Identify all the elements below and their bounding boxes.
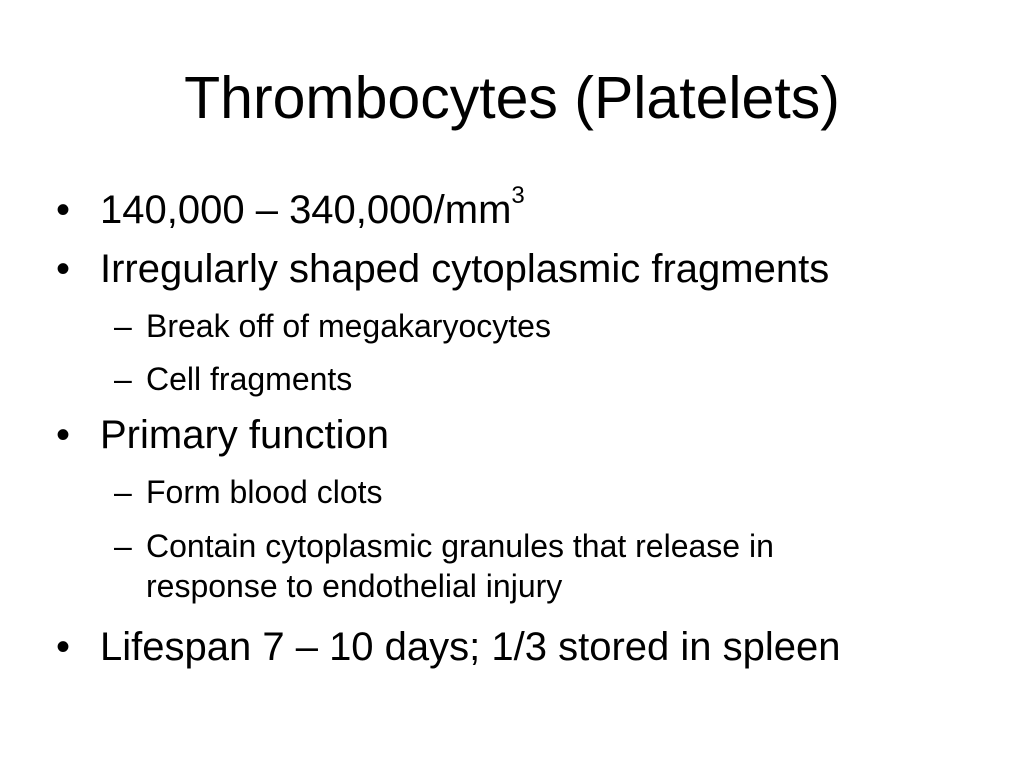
bullet-item (56, 411, 389, 459)
bullet-glyph: • (56, 188, 71, 232)
bullet-glyph: • (56, 247, 71, 291)
bullet-text: Lifespan 7 – 10 days; 1/3 stored in spleen (100, 625, 841, 669)
sub-bullet-item (114, 306, 551, 346)
slide-title: Thrombocytes (Platelets) (184, 65, 840, 131)
bullet-text: Irregularly shaped cytoplasmic fragments (100, 247, 830, 291)
bullet-text: Primary function (100, 413, 389, 457)
bullet-item (56, 245, 830, 293)
sub-bullet-text: Form blood clots (146, 474, 383, 510)
sub-bullet-item (114, 359, 353, 399)
dash-glyph: – (114, 361, 132, 397)
dash-glyph: – (114, 474, 132, 510)
superscript: 3 (511, 181, 525, 209)
sub-bullet-item (114, 526, 774, 606)
dash-glyph: – (114, 528, 132, 564)
bullet-glyph: • (56, 625, 71, 669)
bullet-item (56, 623, 841, 671)
sub-bullet-text-line-1: Contain cytoplasmic granules that release in (146, 528, 774, 564)
bullet-glyph: • (56, 413, 71, 457)
bullet-item (56, 181, 525, 234)
dash-glyph: – (114, 308, 132, 344)
bullet-text: 140,000 – 340,000/mm (100, 188, 512, 232)
sub-bullet-item (114, 472, 383, 512)
sub-bullet-text: Break off of megakaryocytes (146, 308, 551, 344)
sub-bullet-text: Cell fragments (146, 361, 353, 397)
sub-bullet-text-line-2: response to endothelial injury (146, 568, 563, 604)
